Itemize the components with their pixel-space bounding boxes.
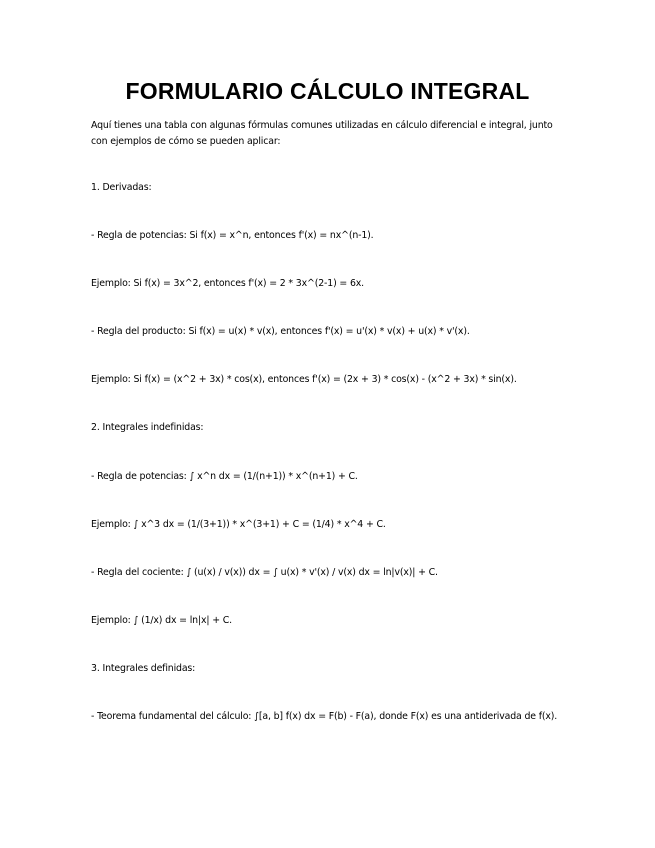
formula-product-rule: - Regla del producto: Si f(x) = u(x) * v(x), entonces f'(x) = u'(x) * v(x) + u(x) * v'(x).	[91, 326, 470, 337]
section-heading-derivadas: 1. Derivadas:	[91, 182, 152, 193]
formula-fundamental-theorem: - Teorema fundamental del cálculo: ∫[a, b] f(x) dx = F(b) - F(a), donde F(x) es una antiderivada de f(x).	[91, 711, 558, 722]
page-title: FORMULARIO CÁLCULO INTEGRAL	[125, 78, 530, 104]
example-product-rule: Ejemplo: Si f(x) = (x^2 + 3x) * cos(x), entonces f'(x) = (2x + 3) * cos(x) - (x^2 + 3x) * sin(x).	[91, 374, 517, 385]
section-heading-integrales-indefinidas: 2. Integrales indefinidas:	[91, 422, 204, 433]
formula-quotient-rule: - Regla del cociente: ∫ (u(x) / v(x)) dx = ∫ u(x) * v'(x) / v(x) dx = ln|v(x)| + C.	[91, 567, 438, 578]
section-heading-integrales-definidas: 3. Integrales definidas:	[91, 663, 196, 674]
example-power-rule-integral: Ejemplo: ∫ x^3 dx = (1/(3+1)) * x^(3+1) + C = (1/4) * x^4 + C.	[91, 519, 386, 530]
formula-power-rule-derivative: - Regla de potencias: Si f(x) = x^n, entonces f'(x) = nx^(n-1).	[91, 230, 374, 241]
example-quotient-rule: Ejemplo: ∫ (1/x) dx = ln|x| + C.	[91, 615, 232, 626]
example-power-rule-derivative: Ejemplo: Si f(x) = 3x^2, entonces f'(x) = 2 * 3x^(2-1) = 6x.	[91, 278, 364, 289]
intro-paragraph: Aquí tienes una tabla con algunas fórmulas comunes utilizadas en cálculo diferencial e integral, junto con ejemplos de cómo se pueden aplicar:	[91, 120, 553, 147]
formula-power-rule-integral: - Regla de potencias: ∫ x^n dx = (1/(n+1)) * x^(n+1) + C.	[91, 471, 358, 482]
